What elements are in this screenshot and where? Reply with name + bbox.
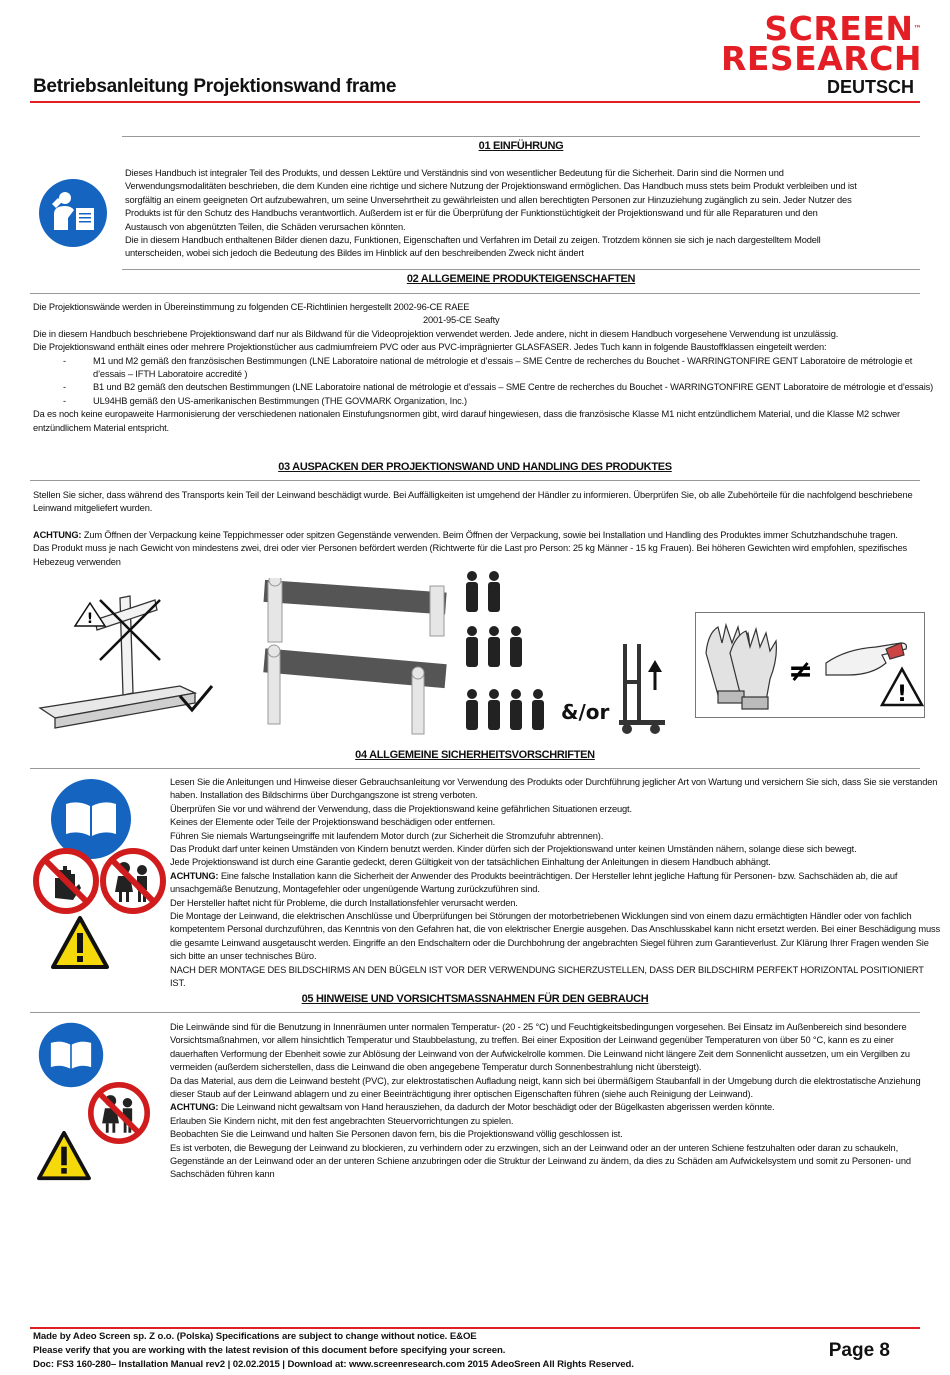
s04-line: Jede Projektionswand ist durch eine Garantie gedeckt, deren Gültigkeit von der tatsächlichen Einhaltung der Anleitungen in diesem Handbuch abhängt.: [170, 857, 771, 868]
screen-research-logo: [720, 9, 922, 78]
no-children-sign-icon-2: [88, 1082, 150, 1144]
list-item: - B1 und B2 gemäß den deutschen Bestimmungen (LNE Laboratoire national de métrologie et d’essais – SME Centre de recherches du Bouchet - WARRINGTONFIRE GENT Laboratoire de métrologie et d’essais): [33, 381, 935, 394]
section-05-rule: [30, 1012, 920, 1013]
s02-line: 2001-95-CE Seafty: [423, 315, 500, 326]
warning-text: Die Leinwand nicht gewaltsam von Hand herausziehen, da dadurch der Motor beschädigt oder der Bügelkasten abgerissen werden könnte.: [218, 1102, 775, 1113]
s05-line: Da das Material, aus dem die Leinwand besteht (PVC), zur elektrostatischen Aufladung neigt, kann sich bei übermäßigem Staubanfall in der Umgebung durch die elektrostatische Anziehung dieser Staub auf der Leinwand ablagern und zu einer Beeinträchtigung ihrer optischen Eigenschaften führen (siehe auch Reinigung der Leinwand).: [170, 1075, 921, 1100]
section-02-subrule: [30, 293, 920, 294]
warning-label: ACHTUNG:: [170, 870, 219, 881]
read-instructions-icon-2: [38, 1022, 104, 1088]
s02-line: Die Projektionswände werden in Übereinstimmung zu folgenden CE-Richtlinien hergestellt 2002-96-CE RAEE: [33, 302, 470, 312]
no-knife-illustration: [30, 578, 230, 736]
s02-line: Da es noch keine europaweite Harmonisierung der verschiedenen nationalen Einstufungsnormen gibt, wird darauf hingewiesen, dass die französische Klasse M1 nicht entzündlichem Material, und die Klasse M2 schwer entzündlichem Material entspricht.: [33, 409, 900, 433]
document-title: Betriebsanleitung Projektionswand frame: [33, 76, 397, 97]
footer-text: [33, 1330, 634, 1372]
s01-line: sorgfältig an einem geeigneten Ort aufzubewahren, um seine Unversehrtheit zu gewährleisten und allen berechtigten Personen zur Hinzuziehung zugänglich zu sein. Jeder Nutzer des: [125, 194, 852, 205]
s04-line: Keines der Elemente oder Teile der Projektionswand beschädigen oder entfernen.: [170, 817, 496, 828]
hand-truck-icon: [615, 640, 675, 736]
fire-class-list: [33, 355, 935, 409]
svg-text:!: !: [86, 611, 94, 627]
logo-line-2: RESEARCH: [720, 39, 922, 78]
s04-warning: [170, 870, 940, 897]
s05-warning: [170, 1101, 930, 1114]
section-05-body: [170, 1021, 930, 1182]
section-02-body: [33, 301, 935, 435]
language-label: DEUTSCH: [826, 77, 914, 97]
warning-label: ACHTUNG:: [33, 529, 82, 540]
s03-warning: [33, 529, 913, 569]
two-person-carry-illustration: [262, 578, 452, 736]
gloves-icon: [706, 625, 776, 709]
s01-line: Austausch von abgenützten Teilen, die Schäden verursachen könnten.: [125, 221, 406, 232]
list-item: - UL94HB gemäß den US-amerikanischen Bestimmungen (THE GOVMARK Organization, Inc.): [33, 395, 935, 408]
s02-line: Die Projektionswand enthält eines oder mehrere Projektionstücher aus cadmiumfreiem PVC oder aus PVC-imprägnierter GLASFASER. Jedes Tuch kann in folgende Baustoffklassen eingeteilt werden:: [33, 342, 827, 353]
s04-line: NACH DER MONTAGE DES BILDSCHIRMS AN DEN BÜGELN IST VOR DER VERWENDUNG SICHERZUSTELLEN, DASS DER BILDSCHIRM PERFEKT HORIZONTAL POSITIONIERT IST.: [170, 964, 924, 989]
footer-line: Doc: FS3 160-280– Installation Manual rev2 | 02.02.2015 | Download at: www.screenresearch.com 2015 AdeoSreen All Rights Reserved.: [33, 1359, 634, 1370]
svg-text:!: !: [896, 682, 908, 707]
section-03-title: 03 AUSPACKEN DER PROJEKTIONSWAND UND HANDLING DES PRODUKTES: [278, 461, 672, 473]
section-02-rule: [122, 269, 920, 270]
bare-hand-icon: [826, 643, 906, 675]
header-divider: [30, 101, 920, 103]
and-or-label: &/or: [561, 700, 610, 724]
s05-line: Die Leinwände sind für die Benutzung in Innenräumen unter normalen Temperatur- (20 - 25 °C) und Feuchtigkeitsbedingungen vorgesehen. Bei Einsatz im Außenbereich sind besondere Vorsichtsmaßnahmen, vor allem hinsichtlich Temperatur und Staubbelastung, zu treffen. Bei einer Exposition der Leinwand gegenüber Temperaturen von über 50 °C, kann es zu einer dauerhaften Verformung der Ebenheit sowie zur Ablösung der Leinwand von der Aufwickelrolle kommen. Die Leinwand nicht längere Zeit dem Sonnenlicht aussetzen, um ein Vergilben zu vermeiden (außerdem sicherstellen, dass die Leinwand die oben angegebene Temperatur durch Sonnenbestrahlung nicht übersteigt).: [170, 1022, 910, 1073]
section-03-rule: [30, 480, 920, 481]
s04-line: Der Hersteller haftet nicht für Probleme, die durch Installationsfehler verursacht werden.: [170, 897, 518, 908]
logo-line-1: SCREEN: [764, 9, 914, 48]
warning-text: Zum Öffnen der Verpackung keine Teppichmesser oder spitzen Gegenstände verwenden. Beim Öffnen der Verpackung, sowie bei Installation und Handling des Produktes immer Schutzhandschuhe tragen. Das Produkt muss je nach Gewicht von mindestens zwei, drei oder vier Personen befördert werden (Richtwerte für die Last pro Person: 25 kg Männer - 15 kg Frauen). Bei höheren Gewichten wird empfohlen, spezifisches Hebezeug verwenden: [33, 529, 908, 567]
s04-line: Das Produkt darf unter keinen Umständen von Kindern benutzt werden. Kinder dürfen sich der Projektionswand unter keinen Umständen nähern, solange diese sich bewegt.: [170, 844, 857, 855]
warning-label: ACHTUNG:: [170, 1102, 219, 1113]
s01-line: unterscheiden, wobei sich jedoch die Bedeutung des Bildes im Hinblick auf den beschreibenden Zweck nicht ändert: [125, 248, 584, 259]
section-01-rule: [122, 136, 920, 137]
footer-line: Please verify that you are working with the latest revision of this document before specifying your screen.: [33, 1345, 506, 1356]
section-04-rule: [30, 768, 920, 769]
s01-line: Dieses Handbuch ist integraler Teil des Produkts, und dessen Lektüre und Verständnis sind von wesentlicher Bedeutung für die Sicherheit. Darin sind die Normen und: [125, 168, 784, 178]
general-warning-triangle-icon-2: [36, 1130, 92, 1182]
footer-line: Made by Adeo Screen sp. Z o.o. (Polska) Specifications are subject to change without notice. E&OE: [33, 1331, 477, 1342]
no-touching-sign-icon: [33, 848, 99, 914]
section-04-title: 04 ALLGEMEINE SICHERHEITSVORSCHRIFTEN: [355, 749, 595, 761]
people-count-illustration: [462, 570, 562, 740]
section-01-title: 01 EINFÜHRUNG: [478, 140, 564, 152]
s02-line: Die in diesem Handbuch beschriebene Projektionswand darf nur als Bildwand für die Videoprojektion verwendet werden. Jede andere, nicht in diesem Handbuch vorgesehene Verwendung ist unzulässig.: [33, 328, 839, 339]
s01-line: Produkts ist für den Schutz des Handbuchs verantwortlich. Außerdem ist er für die Überprüfung der Funktionstüchtigkeit der Projektionswand und für alle Reparaturen und den: [125, 208, 818, 219]
person-icon-group: [462, 570, 562, 740]
s05-line: Beobachten Sie die Leinwand und halten Sie Personen davon fern, bis die Projektionswand völlig geschlossen ist.: [170, 1129, 623, 1140]
s04-line: Führen Sie niemals Wartungseingriffe mit laufendem Motor durch (zur Sicherheit die Stromzufuhr abtrennen).: [170, 830, 604, 841]
not-equal-symbol: ≠: [788, 654, 814, 689]
page-number: Page 8: [828, 1340, 890, 1361]
section-05-title: 05 HINWEISE UND VORSICHTSMASSNAHMEN FÜR DEN GEBRAUCH: [301, 993, 649, 1005]
s05-line: Erlauben Sie Kindern nicht, mit den fest angebrachten Steuervorrichtungen zu spielen.: [170, 1115, 514, 1126]
footer-divider: [30, 1327, 920, 1329]
trademark-symbol: ™: [913, 24, 922, 33]
gloves-required-illustration: [695, 612, 925, 718]
s05-line: Es ist verboten, die Bewegung der Leinwand zu blockieren, zu verhindern oder zu erzwingen, sich an der Leinwand oder an der unteren Schiene festzuhalten oder daran zu schaukeln, Gegenstände an der Leinwand oder an der unteren Schiene anzubringen oder die Struktur der Leinwand zu ändern, da dies zu Schäden am Aufwickelsystem und somit zu Personen- und Sachschäden führen kann: [170, 1142, 911, 1180]
s01-line: Verwendungsmodalitäten beschrieben, die dem Kunden eine richtige und sichere Nutzung der Projektionswand ermöglichen. Das Handbuch muss stets beim Produkt verbleiben und ist: [125, 181, 857, 192]
no-children-sign-icon: [100, 848, 166, 914]
s04-line: Lesen Sie die Anleitungen und Hinweise dieser Gebrauchsanleitung vor Verwendung des Produkts oder Durchführung jeglicher Art von Wartung und versichern Sie sich, dass Sie sie verstanden haben. Installation des Bildschirms über Durchgangszone ist streng verboten.: [170, 777, 938, 801]
section-01-body: [125, 167, 923, 261]
s01-line: Die in diesem Handbuch enthaltenen Bilder dienen dazu, Funktionen, Eigenschaften und Verfahren im Detail zu zeigen. Trotzdem können sie sich je nach dargestelltem Modell: [125, 235, 821, 246]
s04-line: Die Montage der Leinwand, die elektrischen Anschlüsse und Überprüfungen bei Störungen der motorbetriebenen Wicklungen sind von einem dazu ermächtigten Händler oder von fachlich kompetentem Personal durchzuführen, das Kenntnis von den Gefahren hat, die von elektrischer Energie ausgehen. Das Anschlusskabel kann nicht ersetzt werden. Bei einer Beschädigung muss die gesamte Leinwand ausgetauscht werden. Eingriffe an den Endschaltern oder die Durchbohrung der angebrachten Siegel führen zum Garantieverlust. Zur Klärung Ihrer Fragen wenden Sie sich bitte an unser technisches Büro.: [170, 911, 940, 962]
s03-para: Stellen Sie sicher, dass während des Transports kein Teil der Leinwand beschädigt wurde. Bei Auffälligkeiten ist umgehend der Händler zu informieren. Überprüfen Sie, ob alle Zubehörteile für die nachfolgend beschriebene Leinwand mitgeliefert wurden.: [33, 490, 913, 514]
general-warning-triangle-icon: [50, 915, 110, 971]
list-item: - M1 und M2 gemäß den französischen Bestimmungen (LNE Laboratoire national de métrologie et d’essais – SME Centre de recherches du Bouchet - WARRINGTONFIRE GENT Laboratoire de métrologie et d’essais – IFTH Laboratoire accredité ): [33, 355, 935, 382]
s04-line: Überprüfen Sie vor und während der Verwendung, dass die Projektionswand keine gefährlichen Situationen erzeugt.: [170, 803, 632, 814]
read-manual-icon: [38, 178, 108, 248]
section-04-body: [170, 776, 940, 991]
warning-text: Eine falsche Installation kann die Sicherheit der Anwender des Produkts beeinträchtigen. Der Hersteller lehnt jegliche Haftung für Personen- bzw. Sachschäden ab, die auf unsachgemäße Benutzung, Montagefehler oder ungenügende Wartung zurückzuführen sind.: [170, 870, 898, 895]
section-03-body: [33, 489, 913, 569]
section-02-title: 02 ALLGEMEINE PRODUKTEIGENSCHAFTEN: [406, 273, 636, 285]
